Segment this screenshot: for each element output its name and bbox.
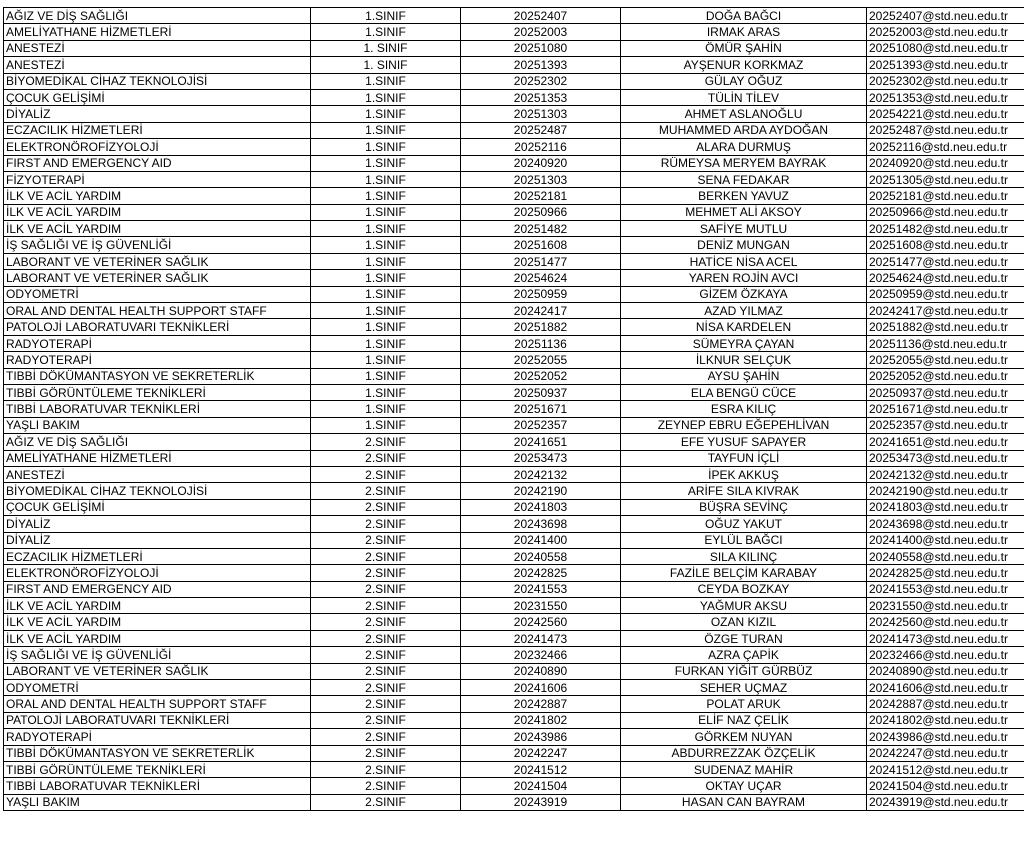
department-cell: TIBBİ DÖKÜMANTASYON VE SEKRETERLİK — [4, 368, 311, 384]
department-cell: LABORANT VE VETERİNER SAĞLIK — [4, 270, 311, 286]
class-cell: 2.SINIF — [311, 434, 461, 450]
email-cell: 20252052@std.neu.edu.tr — [867, 368, 1024, 384]
class-cell: 1.SINIF — [311, 335, 461, 351]
class-cell: 1.SINIF — [311, 89, 461, 105]
class-cell: 2.SINIF — [311, 565, 461, 581]
student-name-cell: IRMAK ARAS — [621, 24, 867, 40]
student-name-cell: BÜŞRA SEVİNÇ — [621, 499, 867, 515]
email-cell: 20242417@std.neu.edu.tr — [867, 303, 1024, 319]
department-cell: TIBBİ LABORATUVAR TEKNİKLERİ — [4, 401, 311, 417]
student-number-cell: 20251671 — [461, 401, 621, 417]
email-cell: 20232466@std.neu.edu.tr — [867, 647, 1024, 663]
department-cell: ORAL AND DENTAL HEALTH SUPPORT STAFF — [4, 696, 311, 712]
class-cell: 2.SINIF — [311, 663, 461, 679]
department-cell: RADYOTERAPİ — [4, 335, 311, 351]
email-cell: 20241504@std.neu.edu.tr — [867, 778, 1024, 794]
student-number-cell: 20252302 — [461, 73, 621, 89]
email-cell: 20251671@std.neu.edu.tr — [867, 401, 1024, 417]
table-row — [4, 40, 1024, 56]
student-name-cell: AYSU ŞAHİN — [621, 368, 867, 384]
email-cell: 20241512@std.neu.edu.tr — [867, 761, 1024, 777]
class-cell: 2.SINIF — [311, 745, 461, 761]
table-row — [4, 680, 1024, 696]
email-cell: 20242132@std.neu.edu.tr — [867, 466, 1024, 482]
department-cell: ODYOMETRİ — [4, 680, 311, 696]
class-cell: 1.SINIF — [311, 253, 461, 269]
class-cell: 2.SINIF — [311, 712, 461, 728]
student-number-cell: 20241606 — [461, 680, 621, 696]
student-table-body — [4, 8, 1024, 811]
table-row — [4, 352, 1024, 368]
department-cell: RADYOTERAPİ — [4, 352, 311, 368]
table-row — [4, 221, 1024, 237]
table-row — [4, 630, 1024, 646]
class-cell: 1.SINIF — [311, 352, 461, 368]
class-cell: 1.SINIF — [311, 139, 461, 155]
student-number-cell: 20242825 — [461, 565, 621, 581]
student-name-cell: GİZEM ÖZKAYA — [621, 286, 867, 302]
student-number-cell: 20241803 — [461, 499, 621, 515]
department-cell: İLK VE ACİL YARDIM — [4, 630, 311, 646]
class-cell: 1.SINIF — [311, 319, 461, 335]
student-name-cell: ZEYNEP EBRU EĞEPEHLİVAN — [621, 417, 867, 433]
email-cell: 20243919@std.neu.edu.tr — [867, 794, 1024, 810]
class-cell: 1.SINIF — [311, 303, 461, 319]
department-cell: İLK VE ACİL YARDIM — [4, 598, 311, 614]
student-name-cell: EYLÜL BAĞCI — [621, 532, 867, 548]
student-name-cell: DENİZ MUNGAN — [621, 237, 867, 253]
student-name-cell: POLAT ARUK — [621, 696, 867, 712]
table-row — [4, 303, 1024, 319]
student-name-cell: ALARA DURMUŞ — [621, 139, 867, 155]
student-name-cell: FAZİLE BELÇİM KARABAY — [621, 565, 867, 581]
department-cell: ODYOMETRİ — [4, 286, 311, 302]
table-row — [4, 761, 1024, 777]
email-cell: 20252407@std.neu.edu.tr — [867, 8, 1024, 24]
email-cell: 20242560@std.neu.edu.tr — [867, 614, 1024, 630]
department-cell: TIBBİ GÖRÜNTÜLEME TEKNİKLERİ — [4, 761, 311, 777]
table-row — [4, 270, 1024, 286]
student-number-cell: 20241802 — [461, 712, 621, 728]
student-name-cell: SENA FEDAKAR — [621, 171, 867, 187]
student-number-cell: 20232466 — [461, 647, 621, 663]
student-number-cell: 20251482 — [461, 221, 621, 237]
student-name-cell: ESRA KILIÇ — [621, 401, 867, 417]
email-cell: 20242887@std.neu.edu.tr — [867, 696, 1024, 712]
student-name-cell: GÜLAY OĞUZ — [621, 73, 867, 89]
student-name-cell: MEHMET ALİ AKSOY — [621, 204, 867, 220]
department-cell: ANESTEZİ — [4, 40, 311, 56]
class-cell: 1.SINIF — [311, 188, 461, 204]
table-row — [4, 581, 1024, 597]
department-cell: ECZACILIK HİZMETLERİ — [4, 548, 311, 564]
table-row — [4, 598, 1024, 614]
class-cell: 1.SINIF — [311, 237, 461, 253]
table-row — [4, 8, 1024, 24]
student-name-cell: EFE YUSUF SAPAYER — [621, 434, 867, 450]
class-cell: 2.SINIF — [311, 630, 461, 646]
email-cell: 20252357@std.neu.edu.tr — [867, 417, 1024, 433]
student-name-cell: NİSA KARDELEN — [621, 319, 867, 335]
email-cell: 20253473@std.neu.edu.tr — [867, 450, 1024, 466]
student-number-cell: 20241504 — [461, 778, 621, 794]
table-row — [4, 106, 1024, 122]
class-cell: 2.SINIF — [311, 647, 461, 663]
student-number-cell: 20252116 — [461, 139, 621, 155]
email-cell: 20242247@std.neu.edu.tr — [867, 745, 1024, 761]
department-cell: AĞIZ VE DİŞ SAĞLIĞI — [4, 8, 311, 24]
student-number-cell: 20240920 — [461, 155, 621, 171]
student-number-cell: 20250959 — [461, 286, 621, 302]
student-name-cell: ÖMÜR ŞAHİN — [621, 40, 867, 56]
email-cell: 20251353@std.neu.edu.tr — [867, 89, 1024, 105]
student-number-cell: 20231550 — [461, 598, 621, 614]
class-cell: 2.SINIF — [311, 499, 461, 515]
email-cell: 20243986@std.neu.edu.tr — [867, 729, 1024, 745]
table-row — [4, 319, 1024, 335]
department-cell: ORAL AND DENTAL HEALTH SUPPORT STAFF — [4, 303, 311, 319]
table-row — [4, 778, 1024, 794]
class-cell: 1.SINIF — [311, 155, 461, 171]
student-name-cell: SILA KILINÇ — [621, 548, 867, 564]
student-number-cell: 20251303 — [461, 171, 621, 187]
table-row — [4, 499, 1024, 515]
department-cell: İLK VE ACİL YARDIM — [4, 614, 311, 630]
email-cell: 20251477@std.neu.edu.tr — [867, 253, 1024, 269]
department-cell: RADYOTERAPİ — [4, 729, 311, 745]
class-cell: 1.SINIF — [311, 24, 461, 40]
class-cell: 1.SINIF — [311, 204, 461, 220]
class-cell: 2.SINIF — [311, 450, 461, 466]
student-number-cell: 20251393 — [461, 57, 621, 73]
email-cell: 20251080@std.neu.edu.tr — [867, 40, 1024, 56]
table-row — [4, 188, 1024, 204]
student-number-cell: 20251608 — [461, 237, 621, 253]
department-cell: LABORANT VE VETERİNER SAĞLIK — [4, 663, 311, 679]
department-cell: ÇOCUK GELİŞİMİ — [4, 499, 311, 515]
department-cell: DİYALİZ — [4, 532, 311, 548]
email-cell: 20251305@std.neu.edu.tr — [867, 171, 1024, 187]
student-name-cell: YAĞMUR AKSU — [621, 598, 867, 614]
class-cell: 1.SINIF — [311, 270, 461, 286]
student-number-cell: 20252407 — [461, 8, 621, 24]
class-cell: 2.SINIF — [311, 614, 461, 630]
student-number-cell: 20240890 — [461, 663, 621, 679]
student-name-cell: HASAN CAN BAYRAM — [621, 794, 867, 810]
student-number-cell: 20240558 — [461, 548, 621, 564]
email-cell: 20252003@std.neu.edu.tr — [867, 24, 1024, 40]
email-cell: 20241553@std.neu.edu.tr — [867, 581, 1024, 597]
student-number-cell: 20252003 — [461, 24, 621, 40]
email-cell: 20250959@std.neu.edu.tr — [867, 286, 1024, 302]
table-row — [4, 171, 1024, 187]
department-cell: İLK VE ACİL YARDIM — [4, 188, 311, 204]
department-cell: ANESTEZİ — [4, 57, 311, 73]
student-number-cell: 20252055 — [461, 352, 621, 368]
student-number-cell: 20242132 — [461, 466, 621, 482]
class-cell: 1.SINIF — [311, 401, 461, 417]
student-name-cell: GÖRKEM NUYAN — [621, 729, 867, 745]
email-cell: 20241802@std.neu.edu.tr — [867, 712, 1024, 728]
table-row — [4, 286, 1024, 302]
email-cell: 20254221@std.neu.edu.tr — [867, 106, 1024, 122]
student-number-cell: 20242247 — [461, 745, 621, 761]
table-row — [4, 663, 1024, 679]
student-name-cell: ARİFE SILA KIVRAK — [621, 483, 867, 499]
email-cell: 20241400@std.neu.edu.tr — [867, 532, 1024, 548]
department-cell: BİYOMEDİKAL CİHAZ TEKNOLOJİSİ — [4, 483, 311, 499]
class-cell: 1.SINIF — [311, 122, 461, 138]
table-row — [4, 24, 1024, 40]
student-name-cell: ELİF NAZ ÇELİK — [621, 712, 867, 728]
table-row — [4, 647, 1024, 663]
student-number-cell: 20253473 — [461, 450, 621, 466]
email-cell: 20231550@std.neu.edu.tr — [867, 598, 1024, 614]
email-cell: 20241803@std.neu.edu.tr — [867, 499, 1024, 515]
email-cell: 20251882@std.neu.edu.tr — [867, 319, 1024, 335]
table-row — [4, 696, 1024, 712]
student-name-cell: OĞUZ YAKUT — [621, 516, 867, 532]
student-name-cell: BERKEN YAVUZ — [621, 188, 867, 204]
student-number-cell: 20251353 — [461, 89, 621, 105]
student-number-cell: 20241553 — [461, 581, 621, 597]
class-cell: 2.SINIF — [311, 696, 461, 712]
class-cell: 2.SINIF — [311, 548, 461, 564]
student-number-cell: 20242190 — [461, 483, 621, 499]
student-name-cell: SÜMEYRA ÇAYAN — [621, 335, 867, 351]
class-cell: 2.SINIF — [311, 483, 461, 499]
student-number-cell: 20252357 — [461, 417, 621, 433]
department-cell: TIBBİ LABORATUVAR TEKNİKLERİ — [4, 778, 311, 794]
email-cell: 20251136@std.neu.edu.tr — [867, 335, 1024, 351]
student-number-cell: 20251080 — [461, 40, 621, 56]
email-cell: 20240558@std.neu.edu.tr — [867, 548, 1024, 564]
department-cell: DİYALİZ — [4, 106, 311, 122]
email-cell: 20241473@std.neu.edu.tr — [867, 630, 1024, 646]
department-cell: ECZACILIK HİZMETLERİ — [4, 122, 311, 138]
student-number-cell: 20252181 — [461, 188, 621, 204]
student-number-cell: 20254624 — [461, 270, 621, 286]
student-number-cell: 20251882 — [461, 319, 621, 335]
student-number-cell: 20251477 — [461, 253, 621, 269]
department-cell: AMELİYATHANE HİZMETLERİ — [4, 24, 311, 40]
department-cell: BİYOMEDİKAL CİHAZ TEKNOLOJİSİ — [4, 73, 311, 89]
email-cell: 20252181@std.neu.edu.tr — [867, 188, 1024, 204]
department-cell: PATOLOJİ LABORATUVARI TEKNİKLERİ — [4, 319, 311, 335]
table-row — [4, 614, 1024, 630]
department-cell: ANESTEZİ — [4, 466, 311, 482]
table-row — [4, 729, 1024, 745]
department-cell: İLK VE ACİL YARDIM — [4, 204, 311, 220]
class-cell: 2.SINIF — [311, 532, 461, 548]
department-cell: AĞIZ VE DİŞ SAĞLIĞI — [4, 434, 311, 450]
student-number-cell: 20241512 — [461, 761, 621, 777]
table-row — [4, 548, 1024, 564]
student-name-cell: RÜMEYSA MERYEM BAYRAK — [621, 155, 867, 171]
student-name-cell: FURKAN YİĞİT GÜRBÜZ — [621, 663, 867, 679]
department-cell: DİYALİZ — [4, 516, 311, 532]
class-cell: 1.SINIF — [311, 106, 461, 122]
department-cell: İLK VE ACİL YARDIM — [4, 221, 311, 237]
class-cell: 2.SINIF — [311, 516, 461, 532]
student-name-cell: AZAD YILMAZ — [621, 303, 867, 319]
department-cell: ELEKTRONÖROFİZYOLOJİ — [4, 565, 311, 581]
table-row — [4, 745, 1024, 761]
email-cell: 20241651@std.neu.edu.tr — [867, 434, 1024, 450]
table-row — [4, 73, 1024, 89]
department-cell: FIRST AND EMERGENCY AID — [4, 581, 311, 597]
student-name-cell: SEHER UÇMAZ — [621, 680, 867, 696]
email-cell: 20252055@std.neu.edu.tr — [867, 352, 1024, 368]
email-cell: 20254624@std.neu.edu.tr — [867, 270, 1024, 286]
student-number-cell: 20241400 — [461, 532, 621, 548]
table-row — [4, 122, 1024, 138]
student-name-cell: OKTAY UÇAR — [621, 778, 867, 794]
email-cell: 20240920@std.neu.edu.tr — [867, 155, 1024, 171]
department-cell: ELEKTRONÖROFİZYOLOJİ — [4, 139, 311, 155]
department-cell: İŞ SAĞLIĞI VE İŞ GÜVENLİĞİ — [4, 647, 311, 663]
department-cell: TIBBİ GÖRÜNTÜLEME TEKNİKLERİ — [4, 384, 311, 400]
class-cell: 1.SINIF — [311, 286, 461, 302]
department-cell: YAŞLI BAKIM — [4, 417, 311, 433]
table-row — [4, 417, 1024, 433]
table-row — [4, 401, 1024, 417]
class-cell: 1.SINIF — [311, 73, 461, 89]
email-cell: 20252116@std.neu.edu.tr — [867, 139, 1024, 155]
email-cell: 20251482@std.neu.edu.tr — [867, 221, 1024, 237]
student-name-cell: YAREN ROJİN AVCI — [621, 270, 867, 286]
table-row — [4, 335, 1024, 351]
table-row — [4, 139, 1024, 155]
email-cell: 20242825@std.neu.edu.tr — [867, 565, 1024, 581]
table-row — [4, 155, 1024, 171]
student-number-cell: 20251136 — [461, 335, 621, 351]
table-row — [4, 565, 1024, 581]
class-cell: 1.SINIF — [311, 221, 461, 237]
student-number-cell: 20250937 — [461, 384, 621, 400]
department-cell: TIBBİ DÖKÜMANTASYON VE SEKRETERLİK — [4, 745, 311, 761]
student-number-cell: 20243986 — [461, 729, 621, 745]
email-cell: 20241606@std.neu.edu.tr — [867, 680, 1024, 696]
email-cell: 20251608@std.neu.edu.tr — [867, 237, 1024, 253]
table-row — [4, 450, 1024, 466]
class-cell: 2.SINIF — [311, 466, 461, 482]
student-number-cell: 20252487 — [461, 122, 621, 138]
email-cell: 20243698@std.neu.edu.tr — [867, 516, 1024, 532]
class-cell: 1.SINIF — [311, 171, 461, 187]
student-number-cell: 20251303 — [461, 106, 621, 122]
department-cell: FİZYOTERAPİ — [4, 171, 311, 187]
class-cell: 1.SINIF — [311, 417, 461, 433]
email-cell: 20240890@std.neu.edu.tr — [867, 663, 1024, 679]
student-name-cell: MUHAMMED ARDA AYDOĞAN — [621, 122, 867, 138]
student-name-cell: DOĞA BAĞCI — [621, 8, 867, 24]
student-number-cell: 20243919 — [461, 794, 621, 810]
class-cell: 2.SINIF — [311, 794, 461, 810]
student-name-cell: İPEK AKKUŞ — [621, 466, 867, 482]
student-name-cell: ABDURREZZAK ÖZÇELİK — [621, 745, 867, 761]
class-cell: 2.SINIF — [311, 680, 461, 696]
student-name-cell: CEYDA BOZKAY — [621, 581, 867, 597]
table-row — [4, 466, 1024, 482]
department-cell: PATOLOJİ LABORATUVARI TEKNİKLERİ — [4, 712, 311, 728]
student-name-cell: İLKNUR SELÇUK — [621, 352, 867, 368]
email-cell: 20251393@std.neu.edu.tr — [867, 57, 1024, 73]
table-row — [4, 89, 1024, 105]
student-name-cell: TÜLİN TİLEV — [621, 89, 867, 105]
table-row — [4, 253, 1024, 269]
department-cell: İŞ SAĞLIĞI VE İŞ GÜVENLİĞİ — [4, 237, 311, 253]
student-name-cell: OZAN KIZIL — [621, 614, 867, 630]
email-cell: 20250966@std.neu.edu.tr — [867, 204, 1024, 220]
class-cell: 2.SINIF — [311, 761, 461, 777]
department-cell: AMELİYATHANE HİZMETLERİ — [4, 450, 311, 466]
student-number-cell: 20250966 — [461, 204, 621, 220]
student-name-cell: AYŞENUR KORKMAZ — [621, 57, 867, 73]
student-name-cell: SAFİYE MUTLU — [621, 221, 867, 237]
class-cell: 1.SINIF — [311, 368, 461, 384]
class-cell: 1.SINIF — [311, 8, 461, 24]
email-cell: 20252487@std.neu.edu.tr — [867, 122, 1024, 138]
student-number-cell: 20242417 — [461, 303, 621, 319]
class-cell: 1. SINIF — [311, 40, 461, 56]
email-cell: 20242190@std.neu.edu.tr — [867, 483, 1024, 499]
student-table — [3, 7, 1024, 811]
student-number-cell: 20252052 — [461, 368, 621, 384]
email-cell: 20252302@std.neu.edu.tr — [867, 73, 1024, 89]
table-row — [4, 794, 1024, 810]
department-cell: ÇOCUK GELİŞİMİ — [4, 89, 311, 105]
table-row — [4, 532, 1024, 548]
student-name-cell: TAYFUN İÇLİ — [621, 450, 867, 466]
student-number-cell: 20241651 — [461, 434, 621, 450]
table-row — [4, 204, 1024, 220]
table-row — [4, 483, 1024, 499]
student-number-cell: 20242560 — [461, 614, 621, 630]
department-cell: YAŞLI BAKIM — [4, 794, 311, 810]
student-number-cell: 20243698 — [461, 516, 621, 532]
department-cell: FIRST AND EMERGENCY AID — [4, 155, 311, 171]
class-cell: 2.SINIF — [311, 778, 461, 794]
table-row — [4, 384, 1024, 400]
class-cell: 2.SINIF — [311, 581, 461, 597]
student-name-cell: ÖZGE TURAN — [621, 630, 867, 646]
email-cell: 20250937@std.neu.edu.tr — [867, 384, 1024, 400]
table-row — [4, 712, 1024, 728]
student-name-cell: HATİCE NİSA ACEL — [621, 253, 867, 269]
student-name-cell: AHMET ASLANOĞLU — [621, 106, 867, 122]
class-cell: 1.SINIF — [311, 384, 461, 400]
table-row — [4, 516, 1024, 532]
student-number-cell: 20242887 — [461, 696, 621, 712]
student-name-cell: SUDENAZ MAHİR — [621, 761, 867, 777]
table-row — [4, 237, 1024, 253]
table-row — [4, 57, 1024, 73]
student-name-cell: AZRA ÇAPİK — [621, 647, 867, 663]
table-row — [4, 434, 1024, 450]
class-cell: 2.SINIF — [311, 598, 461, 614]
table-row — [4, 368, 1024, 384]
student-name-cell: ELA BENGÜ CÜCE — [621, 384, 867, 400]
class-cell: 1. SINIF — [311, 57, 461, 73]
class-cell: 2.SINIF — [311, 729, 461, 745]
department-cell: LABORANT VE VETERİNER SAĞLIK — [4, 253, 311, 269]
student-number-cell: 20241473 — [461, 630, 621, 646]
